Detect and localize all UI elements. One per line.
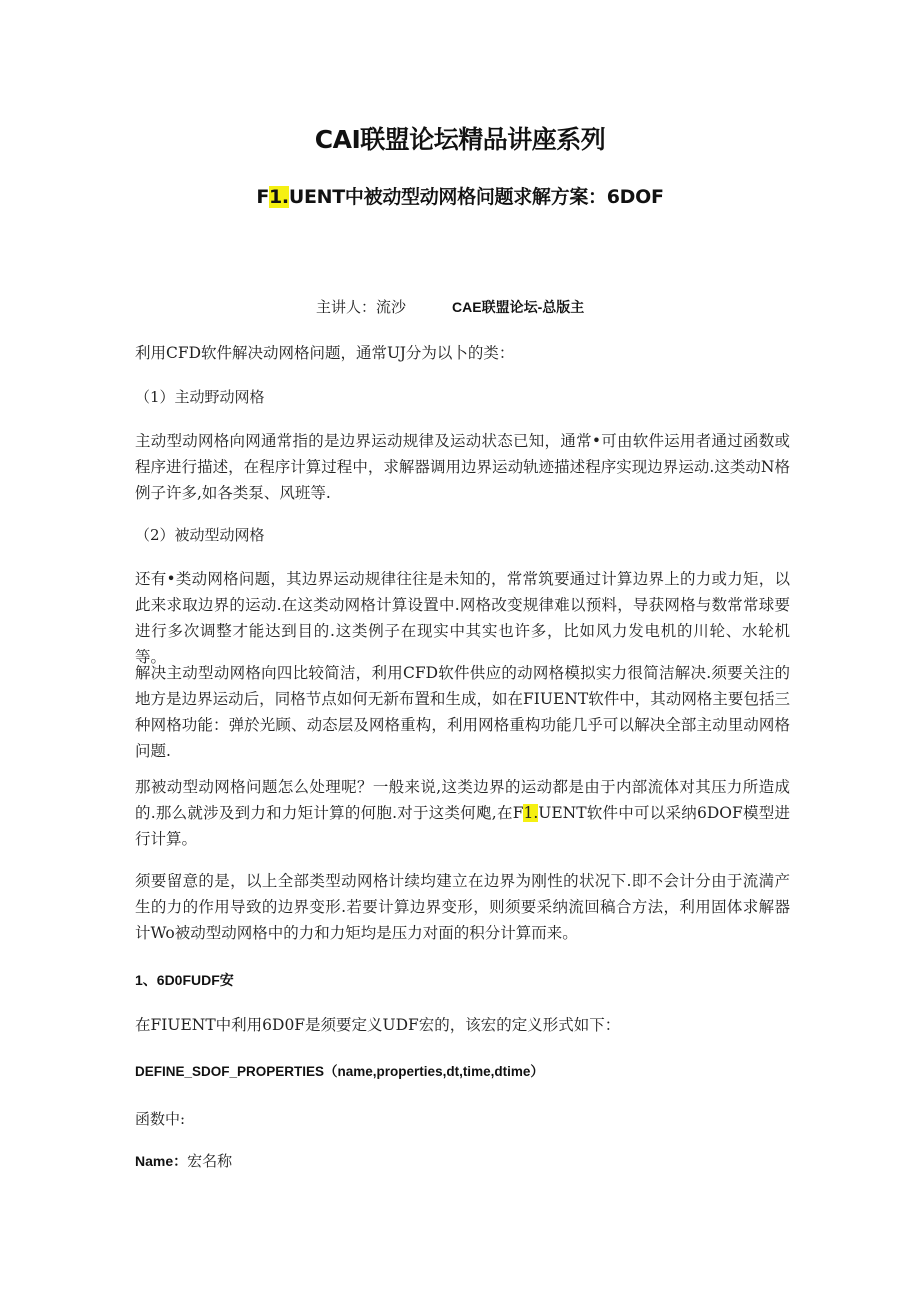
lecture-title-rest: UENT中被动型动网格问题求解方案：6DOF [288,186,664,208]
arg-name-desc: 宏名称 [187,1152,233,1170]
lecture-title-prefix: F [256,186,270,208]
presenter-speaker: 主讲人：流沙 [316,298,407,316]
passive-text-a: 那被动型动网格问题怎么处理呢？一般来说,这类边界的运动都是由于内部流体对其压力所造成的.那么就涉及到力和力矩计算的何胞.对于这类何飑,在F [135,778,790,822]
arg-name-key: Name： [135,1153,188,1169]
presenter-line [316,296,584,317]
arg-name-row [135,1150,232,1171]
passive-paragraph [135,774,790,852]
lecture-title [0,182,920,209]
section2-heading: （2）被动型动网格 [135,526,265,544]
code-line: DEFINE_SDOF_PROPERTIES（name,properties,dt,time,dtime） [135,1064,544,1079]
passive-text-b: UENT软件中可以采纳6DOF模型进行计算。 [135,804,790,848]
series-title: CAI联盟论坛精品讲座系列 [314,125,606,154]
solve-paragraph: 解决主动型动网格向四比较简洁，利用CFD软件供应的动网格模拟实力很简洁解决.须要关注的地方是边界运动后，同格节点如何无新布置和生成，如在FIUENT软件中，其动网格主要包括三种网格功能：弹於光顾、动态层及网格重构，利用网格重构功能几乎可以解决全部主动里动网格问题. [135,664,790,760]
args-label: 函数中: [135,1110,186,1128]
presenter-role: CAE联盟论坛-总版主 [452,299,585,315]
section2-paragraph: 还有•类动网格问题，其边界运动规律往往是未知的，常常筑要通过计算边界上的力或力矩，以此来求取边界的运动.在这类动网格计算设置中.网格改变规律难以预料，导获网格与数常常球要进行多次调整才能达到目的.这类例子在现实中其实也许多，比如风力发电机的川轮、水轮机等。 [135,570,790,666]
section1-paragraph: 主动型动网格向网通常指的是边界运动规律及运动状态已知，通常•可由软件运用者通过函数或程序进行描述，在程序计算过程中，求解器调用边界运动轨迹描述程序实现边界运动.这类动N格例子许多,如各类泵、风班等. [135,432,790,502]
lecture-title-highlight: 1. [269,186,289,208]
passive-highlight: 1. [523,804,539,822]
section3-heading: 1、6D0FUDF安 [135,972,234,988]
section1-heading: （1）主动野动网格 [135,388,265,406]
define-paragraph: 在FIUENT中利用6D0F是须要定义UDF宏的，该宏的定义形式如下： [135,1016,621,1034]
note-paragraph: 须要留意的是，以上全部类型动网格计续均建立在边界为刚性的状况下.即不会计分由于流満产生的力的作用导致的边界变形.若要计算边界变形，则须要采纳流回稿合方法，利用固体求解器计Wo被动型动网格中的力和力矩均是压力对面的积分计算而来。 [135,872,790,942]
intro-paragraph: 利用CFD软件解决动网格问题，通常UJ分为以卜的类： [135,344,515,362]
